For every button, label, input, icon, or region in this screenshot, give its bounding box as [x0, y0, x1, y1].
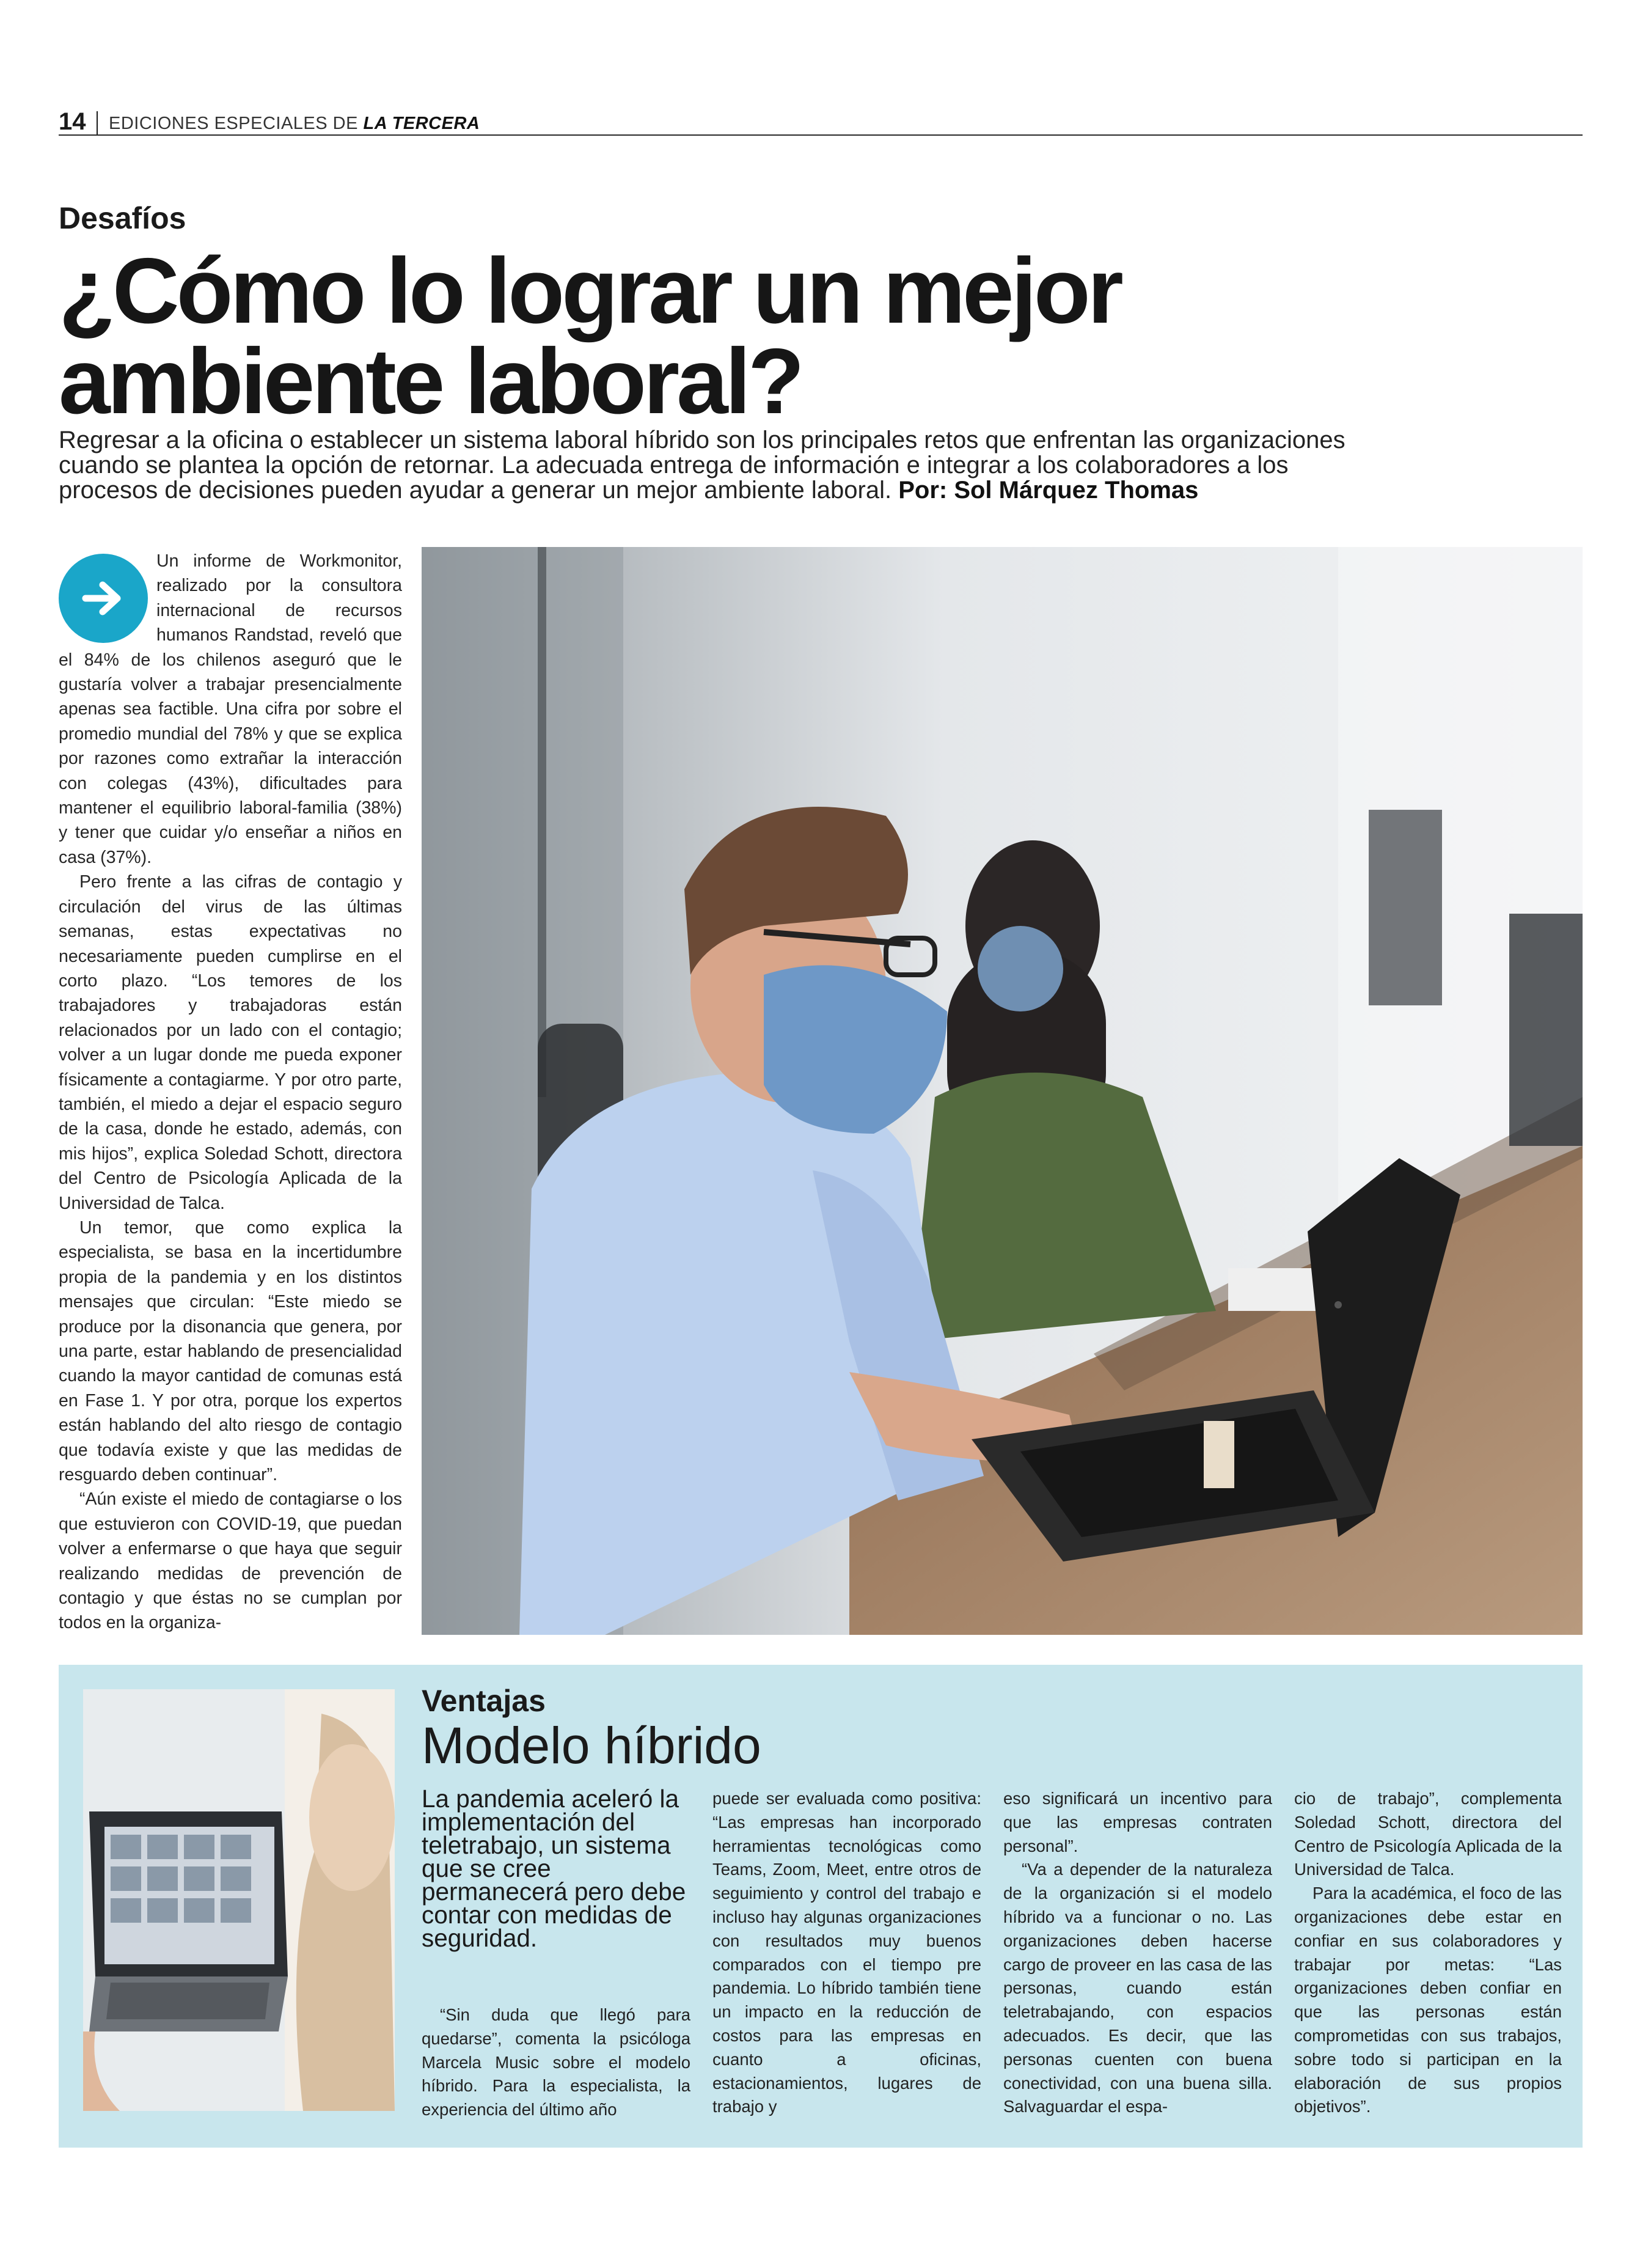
sidebar-paragraph: eso significará un incentivo para que las empresas contraten personal”.: [1003, 1789, 1272, 1855]
sidebar-paragraph: Para la académica, el foco de las organizaciones debe estar en confiar en sus colaboradores y trabajar por metas: “Las organizaciones deben confiar en que las personas están comprometidas con sus trabajos, sobre todo si participan en la elaboración de sus propios objetivos”.: [1294, 1884, 1562, 2116]
byline: Por: Sol Márquez Thomas: [898, 477, 1199, 504]
sidebar-lead: La pandemia aceleró la implementación del teletrabajo, un sistema que se cree permanecerá pero debe contar con medidas de seguridad.: [422, 1785, 686, 1952]
sidebar-column-1: [422, 1787, 690, 2122]
sidebar-kicker: Ventajas: [422, 1684, 546, 1718]
publication-brand: LA TERCERA: [363, 114, 480, 133]
dek-text: Regresar a la oficina o establecer un sistema laboral híbrido son los principales retos que enfrentan las organizaciones cuando se plantea la opción de retornar. La adecuada entrega de información e integrar a los colaboradores a los procesos de decisiones pueden ayudar a generar un mejor ambiente laboral.: [59, 427, 1345, 504]
sidebar-paragraph: “Va a depender de la naturaleza de la organización si el modelo híbrido va a funcionar o no. Las organizaciones deben hacerse cargo de proveer en las casa de las personas, cuando están teletrabajando, con espacios adecuados. Es decir, que las personas cuenten con buena conectividad, con una buena silla. Salvaguardar el espa-: [1003, 1860, 1272, 2116]
header-section: [109, 112, 480, 134]
header-divider: [97, 111, 98, 134]
page-number: 14: [59, 108, 86, 135]
sidebar-column-2: [712, 1787, 981, 2119]
sidebar-paragraph: puede ser evaluada como positiva: “Las empresas han incorporado herramientas tecnológicas como Teams, Zoom, Meet, entre otros de seguimiento y control del trabajo e incluso hay algunas organizaciones con resultados muy buenos comparados con el tiempo pre pandemia. Lo híbrido también tiene un impacto en la reducción de costos para las empresas en cuanto a oficinas, estacionamientos, lugares de trabajo y: [712, 1789, 981, 2116]
article-dek: [59, 428, 1348, 503]
sidebar-title: Modelo híbrido: [422, 1717, 761, 1774]
sidebar-box: [59, 1665, 1583, 2148]
article-body: [59, 549, 402, 1635]
sidebar-column-3: [1003, 1787, 1272, 2119]
body-paragraph: Pero frente a las cifras de contagio y circulación del virus de las últimas semanas, estas expectativas no necesariamente pueden cumplirse en el corto plazo. “Los temores de los trabajadores y trabajadoras están relacionados por un lado con el contagio; volver a un lugar donde me pueda exponer físicamente a contagiarme. Y por otro parte, también, el miedo a dejar el espacio seguro de la casa, donde he estado, además, con mis hijos”, explica Soledad Schott, directora del Centro de Psicología Aplicada de la Universidad de Talca.: [59, 872, 402, 1213]
video-call-photo: [83, 1689, 395, 2111]
article-headline: ¿Cómo lo lograr un mejor ambiente laboral?: [59, 239, 1121, 433]
office-photo: [422, 547, 1583, 1635]
article-kicker: Desafíos: [59, 201, 186, 235]
sidebar-paragraph: “Sin duda que llegó para quedarse”, comenta la psicóloga Marcela Music sobre el modelo híbrido. Para la especialista, la experiencia del último año: [422, 2005, 690, 2119]
page-header: [59, 109, 1583, 136]
body-paragraph: Un informe de Workmonitor, realizado por la consultora internacional de recursos humanos Randstad, reveló que el 84% de los chilenos aseguró que le gustaría volver a trabajar presencialmente apenas sea factible. Una cifra por sobre el promedio mundial del 78% y que se explica por razones como extrañar la interacción con colegas (43%), dificultades para mantener el equilibrio laboral-familia (38%) y tener que cuidar y/o enseñar a niños en casa (37%).: [59, 551, 402, 867]
section-label: EDICIONES ESPECIALES DE: [109, 114, 364, 133]
sidebar-column-4: [1294, 1787, 1562, 2119]
body-paragraph: Un temor, que como explica la especialista, se basa en la incertidumbre propia de la pandemia y en los distintos mensajes que circulan: “Este miedo se produce por la disonancia que genera, por una parte, estar hablando de presencialidad cuando la mayor cantidad de comunas está en Fase 1. Y por otra, porque los expertos están hablando del alto riesgo de contagio que todavía existe y que las medidas de resguardo deben continuar”.: [59, 1217, 402, 1485]
drop-icon-space: [59, 549, 156, 647]
body-paragraph: “Aún existe el miedo de contagiarse o los que estuvieron con COVID-19, que puedan volver a enfermarse o que haya que seguir realizando medidas de prevención de contagio y que éstas no se cumplan por todos en la organiza-: [59, 1489, 402, 1633]
sidebar-paragraph: cio de trabajo”, complementa Soledad Schott, directora del Centro de Psicología Aplicada de la Universidad de Talca.: [1294, 1789, 1562, 1879]
